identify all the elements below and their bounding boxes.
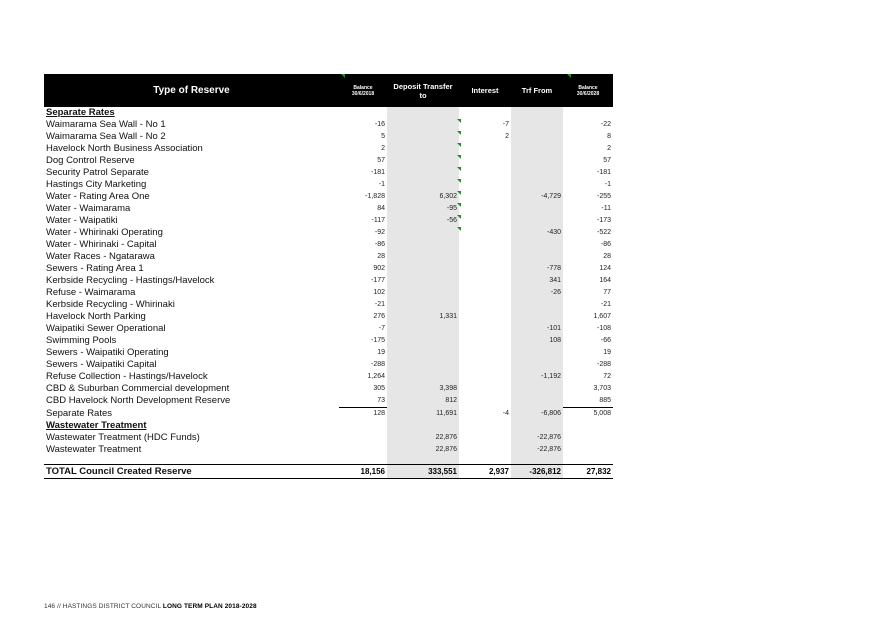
balance-2028-cell: 19 bbox=[603, 349, 611, 356]
deposit-transfer-cell: -95 bbox=[387, 203, 459, 215]
deposit-transfer-cell bbox=[387, 179, 459, 191]
header-interest: Interest bbox=[459, 74, 511, 107]
header-row bbox=[44, 74, 613, 107]
trf-from-cell bbox=[511, 383, 563, 395]
table-row bbox=[44, 335, 613, 347]
deposit-transfer-cell bbox=[387, 299, 459, 311]
trf-from-cell bbox=[511, 251, 563, 263]
trf-from-cell bbox=[511, 239, 563, 251]
reserve-name-cell: Swimming Pools bbox=[46, 335, 117, 346]
balance-2028-cell: 8 bbox=[607, 133, 611, 140]
table-row bbox=[44, 299, 613, 311]
page-footer bbox=[44, 603, 257, 610]
balance-2028-cell: 72 bbox=[603, 373, 611, 380]
table-row bbox=[44, 203, 613, 215]
comment-marker-icon bbox=[457, 203, 461, 207]
balance-2028-cell: 3,703 bbox=[593, 385, 611, 392]
balance-2028-cell: -1 bbox=[604, 181, 611, 188]
total-deposit: 333,551 bbox=[387, 465, 459, 479]
balance-2018-cell: -86 bbox=[374, 241, 385, 248]
header-balance-end-date: 30/6/2028 bbox=[576, 90, 600, 97]
balance-2018-cell: -7 bbox=[378, 325, 385, 332]
trf-from-cell: -778 bbox=[511, 263, 563, 275]
balance-2028-cell bbox=[563, 444, 613, 456]
comment-marker-icon bbox=[457, 167, 461, 171]
balance-2018-cell: 19 bbox=[377, 349, 385, 356]
footer-plan-title: LONG TERM PLAN 2018-2028 bbox=[162, 603, 257, 610]
interest-cell bbox=[459, 227, 511, 239]
comment-marker-icon bbox=[457, 179, 461, 183]
interest-cell bbox=[459, 359, 511, 371]
trf-from-cell bbox=[511, 395, 563, 408]
deposit-transfer-cell bbox=[387, 323, 459, 335]
deposit-transfer-cell bbox=[387, 347, 459, 359]
trf-from-cell bbox=[511, 347, 563, 359]
reserve-name-cell: CBD & Suburban Commercial development bbox=[46, 383, 230, 394]
reserve-name-cell: Sewers - Rating Area 1 bbox=[46, 263, 144, 274]
balance-2018-cell: 73 bbox=[377, 397, 385, 404]
reserve-name-cell: Water - Whirinaki - Capital bbox=[46, 239, 157, 250]
trf-from-cell bbox=[511, 119, 563, 131]
balance-2028-cell: 77 bbox=[603, 289, 611, 296]
balance-2018-cell: -92 bbox=[374, 229, 385, 236]
balance-2028-cell: -108 bbox=[596, 325, 611, 332]
table-row bbox=[44, 347, 613, 359]
balance-2018-cell: 902 bbox=[373, 265, 385, 272]
balance-2018-cell: 84 bbox=[377, 205, 385, 212]
reserve-name-cell: Kerbside Recycling - Whirinaki bbox=[46, 299, 175, 310]
reserve-table bbox=[44, 74, 613, 479]
deposit-transfer-cell bbox=[387, 227, 459, 239]
subtotal-balance-2018: 128 bbox=[339, 408, 387, 421]
balance-2018-cell: -117 bbox=[371, 217, 385, 224]
trf-from-cell bbox=[511, 167, 563, 179]
balance-2018-cell: -1 bbox=[378, 181, 385, 188]
total-name: TOTAL Council Created Reserve bbox=[44, 465, 339, 479]
table-row bbox=[44, 215, 613, 227]
balance-2028-cell bbox=[563, 432, 613, 444]
deposit-transfer-cell bbox=[387, 275, 459, 287]
total-trf-from: -326,812 bbox=[511, 465, 563, 479]
interest-cell bbox=[459, 167, 511, 179]
reserve-name-cell: Sewers - Waipatiki Capital bbox=[46, 359, 157, 370]
section-title: Wastewater Treatment bbox=[46, 420, 147, 431]
reserve-name-cell: Wastewater Treatment bbox=[46, 444, 142, 455]
interest-cell: -7 bbox=[502, 121, 509, 128]
deposit-transfer-cell: 22,876 bbox=[387, 432, 459, 444]
table-row bbox=[44, 263, 613, 275]
table-row bbox=[44, 275, 613, 287]
trf-from-cell bbox=[511, 299, 563, 311]
trf-from-cell bbox=[511, 359, 563, 371]
balance-2018-cell: -177 bbox=[370, 277, 385, 284]
reserve-name-cell: Waimarama Sea Wall - No 2 bbox=[46, 131, 166, 142]
comment-marker-icon bbox=[457, 119, 461, 123]
header-deposit-transfer bbox=[387, 74, 459, 107]
reserve-name-cell: Water - Rating Area One bbox=[46, 191, 150, 202]
comment-marker-icon bbox=[341, 74, 345, 78]
interest-cell bbox=[459, 239, 511, 251]
balance-2018-cell: -288 bbox=[370, 361, 385, 368]
total-balance-2018: 18,156 bbox=[339, 465, 387, 479]
deposit-transfer-cell bbox=[387, 335, 459, 347]
reserve-name-cell: Security Patrol Separate bbox=[46, 167, 149, 178]
balance-2018-cell: 5 bbox=[381, 133, 385, 140]
trf-from-cell bbox=[511, 131, 563, 143]
table-row bbox=[44, 191, 613, 203]
reserve-name-cell: Water - Whirinaki Operating bbox=[46, 227, 163, 238]
trf-from-cell: -26 bbox=[511, 287, 563, 299]
balance-2028-cell: 885 bbox=[599, 397, 611, 404]
table-row bbox=[44, 432, 613, 444]
balance-2028-cell: 2 bbox=[607, 145, 611, 152]
trf-from-cell: -4,729 bbox=[511, 191, 563, 203]
table-row bbox=[44, 251, 613, 263]
balance-2018-cell: -175 bbox=[370, 337, 385, 344]
balance-2018-cell: -16 bbox=[374, 121, 385, 128]
comment-marker-icon bbox=[457, 215, 461, 219]
balance-2028-cell: 57 bbox=[603, 157, 611, 164]
deposit-transfer-cell bbox=[387, 155, 459, 167]
balance-2028-cell: -255 bbox=[596, 193, 611, 200]
comment-marker-icon bbox=[457, 191, 461, 195]
interest-cell bbox=[459, 155, 511, 167]
subtotal-deposit: 11,691 bbox=[387, 408, 459, 421]
interest-cell bbox=[459, 335, 511, 347]
balance-2018-cell: 305 bbox=[373, 385, 385, 392]
header-balance-start bbox=[339, 74, 387, 107]
deposit-transfer-cell: 22,876 bbox=[387, 444, 459, 456]
table-row bbox=[44, 131, 613, 143]
balance-2018-cell: -181 bbox=[370, 169, 385, 176]
interest-cell bbox=[459, 179, 511, 191]
section-row-separate-rates bbox=[44, 107, 613, 119]
interest-cell bbox=[459, 203, 511, 215]
deposit-transfer-cell: 1,331 bbox=[387, 311, 459, 323]
interest-cell bbox=[459, 383, 511, 395]
subtotal-interest: -4 bbox=[502, 409, 509, 417]
balance-2028-cell: 28 bbox=[603, 253, 611, 260]
section-row-wastewater bbox=[44, 420, 613, 432]
interest-cell bbox=[459, 444, 511, 456]
interest-cell bbox=[459, 275, 511, 287]
deposit-transfer-cell bbox=[387, 251, 459, 263]
total-balance-2028: 27,832 bbox=[563, 465, 613, 479]
balance-2018-cell bbox=[339, 444, 387, 456]
reserve-name-cell: Hastings City Marketing bbox=[46, 179, 147, 190]
balance-2028-cell: 124 bbox=[599, 265, 611, 272]
spacer-row bbox=[44, 456, 613, 465]
balance-2018-cell: 276 bbox=[373, 313, 385, 320]
reserve-name-cell: CBD Havelock North Development Reserve bbox=[46, 395, 231, 407]
table-row bbox=[44, 287, 613, 299]
header-type-of-reserve: Type of Reserve bbox=[44, 74, 339, 107]
deposit-transfer-cell bbox=[387, 119, 459, 131]
comment-marker-icon bbox=[457, 155, 461, 159]
header-deposit-line2: to bbox=[419, 90, 427, 100]
deposit-transfer-cell: -56 bbox=[387, 215, 459, 227]
balance-2028-cell: -173 bbox=[596, 217, 611, 224]
header-balance-end bbox=[563, 74, 613, 107]
balance-2028-cell: -86 bbox=[600, 241, 611, 248]
balance-2028-cell: -181 bbox=[596, 169, 611, 176]
subtotal-name: Separate Rates bbox=[46, 407, 113, 419]
balance-2018-cell: 57 bbox=[377, 157, 385, 164]
table-row bbox=[44, 119, 613, 131]
reserve-name-cell: Dog Control Reserve bbox=[46, 155, 135, 166]
balance-2018-cell: 28 bbox=[377, 253, 385, 260]
subtotal-trf-from: -6,806 bbox=[511, 408, 563, 421]
table-row bbox=[44, 143, 613, 155]
table-row bbox=[44, 383, 613, 395]
trf-from-cell bbox=[511, 143, 563, 155]
balance-2028-cell: -11 bbox=[601, 205, 611, 212]
table-row bbox=[44, 227, 613, 239]
header-deposit-line1: Deposit Transfer bbox=[393, 81, 453, 91]
trf-from-cell bbox=[511, 311, 563, 323]
reserve-name-cell: Water - Waipatiki bbox=[46, 215, 118, 226]
table-row bbox=[44, 239, 613, 251]
interest-cell bbox=[459, 215, 511, 227]
deposit-transfer-cell bbox=[387, 143, 459, 155]
interest-cell bbox=[459, 371, 511, 383]
header-balance-start-date: 30/6/2018 bbox=[351, 90, 375, 97]
trf-from-cell: 108 bbox=[511, 335, 563, 347]
deposit-transfer-cell bbox=[387, 371, 459, 383]
interest-cell bbox=[459, 287, 511, 299]
comment-marker-icon bbox=[457, 227, 461, 231]
deposit-transfer-cell bbox=[387, 167, 459, 179]
deposit-transfer-cell: 6,302 bbox=[387, 191, 459, 203]
subtotal-row bbox=[44, 408, 613, 421]
comment-marker-icon bbox=[457, 143, 461, 147]
table-row bbox=[44, 311, 613, 323]
table-row bbox=[44, 167, 613, 179]
deposit-transfer-cell bbox=[387, 287, 459, 299]
balance-2028-cell: -288 bbox=[596, 361, 611, 368]
header-trf-from: Trf From bbox=[511, 74, 563, 107]
trf-from-cell: -22,876 bbox=[511, 444, 563, 456]
interest-cell bbox=[459, 251, 511, 263]
table-row bbox=[44, 155, 613, 167]
interest-cell bbox=[459, 263, 511, 275]
interest-cell: 2 bbox=[505, 133, 509, 140]
balance-2018-cell: 102 bbox=[373, 289, 385, 296]
reserve-name-cell: Kerbside Recycling - Hastings/Havelock bbox=[46, 275, 215, 286]
comment-marker-icon bbox=[457, 131, 461, 135]
comment-marker-icon bbox=[567, 74, 571, 78]
balance-2028-cell: -522 bbox=[596, 229, 611, 236]
deposit-transfer-cell bbox=[387, 131, 459, 143]
table-row bbox=[44, 371, 613, 383]
deposit-transfer-cell bbox=[387, 239, 459, 251]
reserve-name-cell: Sewers - Waipatiki Operating bbox=[46, 347, 169, 358]
reserve-name-cell: Waimarama Sea Wall - No 1 bbox=[46, 119, 166, 130]
reserve-name-cell: Havelock North Parking bbox=[46, 311, 146, 322]
trf-from-cell: -101 bbox=[511, 323, 563, 335]
interest-cell bbox=[459, 395, 511, 408]
header-balance-end-label: Balance bbox=[578, 84, 598, 91]
interest-cell bbox=[459, 432, 511, 444]
table-row bbox=[44, 179, 613, 191]
interest-cell bbox=[459, 299, 511, 311]
trf-from-cell: -22,876 bbox=[511, 432, 563, 444]
reserve-name-cell: Water - Waimarama bbox=[46, 203, 131, 214]
reserve-name-cell: Refuse Collection - Hastings/Havelock bbox=[46, 371, 208, 382]
interest-cell bbox=[459, 311, 511, 323]
table-row bbox=[44, 444, 613, 456]
deposit-transfer-cell bbox=[387, 263, 459, 275]
reserve-name-cell: Refuse - Waimarama bbox=[46, 287, 136, 298]
balance-2028-cell: 164 bbox=[599, 277, 611, 284]
reserve-table-sheet bbox=[44, 74, 613, 479]
total-row bbox=[44, 465, 613, 479]
balance-2018-cell bbox=[339, 432, 387, 444]
trf-from-cell bbox=[511, 179, 563, 191]
header-balance-start-label: Balance bbox=[353, 84, 373, 91]
balance-2018-cell: -1,828 bbox=[365, 193, 385, 200]
deposit-transfer-cell bbox=[387, 359, 459, 371]
trf-from-cell: 341 bbox=[511, 275, 563, 287]
table-row bbox=[44, 395, 613, 408]
balance-2018-cell: 1,264 bbox=[367, 373, 385, 380]
reserve-name-cell: Havelock North Business Association bbox=[46, 143, 203, 154]
section-title: Separate Rates bbox=[46, 107, 115, 118]
subtotal-balance-2028: 5,008 bbox=[563, 408, 613, 421]
trf-from-cell bbox=[511, 155, 563, 167]
trf-from-cell bbox=[511, 215, 563, 227]
trf-from-cell bbox=[511, 203, 563, 215]
trf-from-cell: -430 bbox=[511, 227, 563, 239]
balance-2028-cell: -21 bbox=[600, 301, 611, 308]
deposit-transfer-cell: 812 bbox=[387, 395, 459, 408]
balance-2028-cell: -22 bbox=[600, 121, 611, 128]
interest-cell bbox=[459, 347, 511, 359]
balance-2028-cell: 1,607 bbox=[593, 313, 611, 320]
reserve-name-cell: Wastewater Treatment (HDC Funds) bbox=[46, 432, 200, 443]
balance-2018-cell: -21 bbox=[374, 301, 385, 308]
balance-2018-cell: 2 bbox=[381, 145, 385, 152]
table-row bbox=[44, 359, 613, 371]
total-interest: 2,937 bbox=[459, 465, 511, 479]
footer-page-org: 146 // HASTINGS DISTRICT COUNCIL bbox=[44, 603, 163, 610]
reserve-name-cell: Waipatiki Sewer Operational bbox=[46, 323, 166, 334]
trf-from-cell: -1,192 bbox=[511, 371, 563, 383]
interest-cell bbox=[459, 143, 511, 155]
reserve-name-cell: Water Races - Ngatarawa bbox=[46, 251, 155, 262]
interest-cell bbox=[459, 191, 511, 203]
balance-2028-cell: -66 bbox=[600, 337, 611, 344]
table-row bbox=[44, 323, 613, 335]
interest-cell bbox=[459, 323, 511, 335]
deposit-transfer-cell: 3,398 bbox=[387, 383, 459, 395]
